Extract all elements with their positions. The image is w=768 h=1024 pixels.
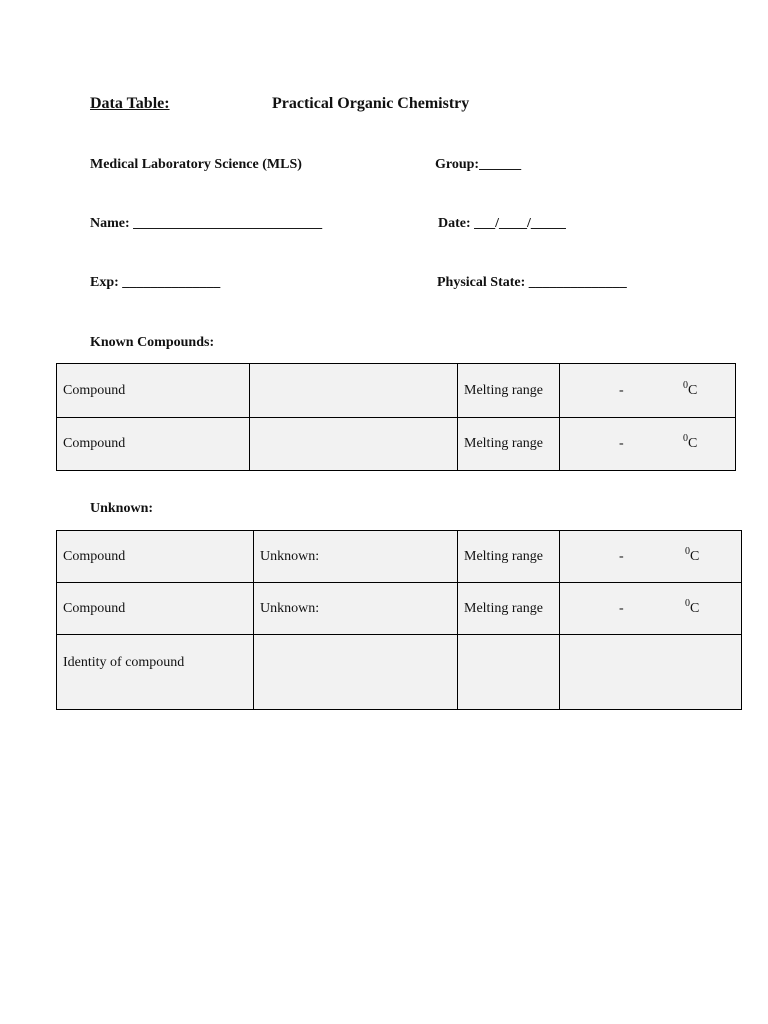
melting-range-value-cell[interactable] <box>560 583 742 635</box>
compound-label: Compound <box>57 583 254 635</box>
identity-empty-cell[interactable] <box>458 635 560 710</box>
date-field[interactable]: Date: ___/____/_____ <box>438 216 566 231</box>
identity-empty-cell[interactable] <box>560 635 742 710</box>
unknown-heading: Unknown: <box>90 501 154 516</box>
degree-celsius: $^0$C <box>683 379 698 398</box>
range-dash: - <box>619 436 624 451</box>
degree-celsius: $^0$C <box>685 597 700 616</box>
range-dash: - <box>619 600 624 616</box>
melting-range-label: Melting range <box>458 364 560 418</box>
table-row <box>57 531 742 583</box>
unknown-compounds-table <box>56 530 742 710</box>
degree-celsius: $^0$C <box>683 433 698 451</box>
melting-range-value-cell[interactable] <box>560 364 736 418</box>
table-row <box>57 635 742 710</box>
melting-range-value-cell[interactable] <box>560 418 736 471</box>
table-row <box>57 364 736 418</box>
exp-field[interactable]: Exp: ______________ <box>90 275 221 290</box>
program-label: Medical Laboratory Science (MLS) <box>90 157 302 172</box>
identity-answer-cell[interactable] <box>254 635 458 710</box>
physical-state-field[interactable]: Physical State: ______________ <box>437 275 627 290</box>
group-field[interactable]: Group:______ <box>435 157 522 172</box>
compound-label: Compound <box>57 364 250 418</box>
compound-label: Compound <box>57 418 250 471</box>
compound-name-cell[interactable] <box>250 418 458 471</box>
compound-label: Compound <box>57 531 254 583</box>
name-field[interactable]: Name: ___________________________ <box>90 216 323 231</box>
degree-celsius: $^0$C <box>685 545 700 564</box>
page-title: Practical Organic Chemistry <box>272 95 470 112</box>
data-table-label: Data Table: <box>90 95 170 112</box>
range-dash: - <box>619 548 624 564</box>
identity-of-compound-label: Identity of compound <box>57 635 254 710</box>
melting-range-label: Melting range <box>458 583 560 635</box>
range-dash: - <box>619 382 624 398</box>
known-compounds-table <box>56 363 736 471</box>
melting-range-label: Melting range <box>458 418 560 471</box>
unknown-id-cell[interactable]: Unknown: <box>254 531 458 583</box>
known-compounds-heading: Known Compounds: <box>90 335 215 350</box>
table-row <box>57 583 742 635</box>
compound-name-cell[interactable] <box>250 364 458 418</box>
unknown-id-cell[interactable]: Unknown: <box>254 583 458 635</box>
melting-range-value-cell[interactable] <box>560 531 742 583</box>
table-row <box>57 418 736 471</box>
melting-range-label: Melting range <box>458 531 560 583</box>
